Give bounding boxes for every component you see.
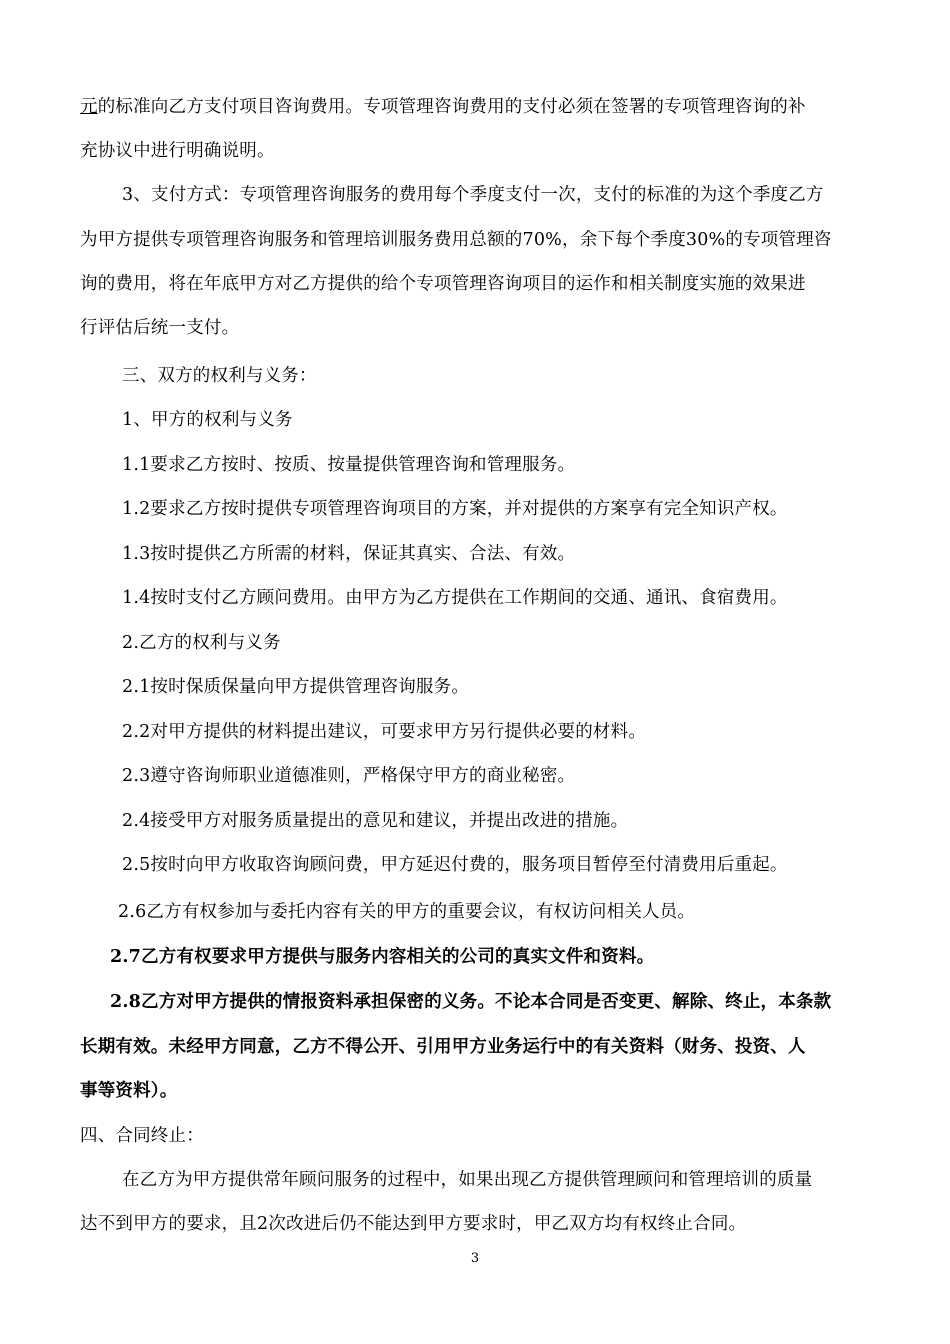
party-b-item: 2.1按时保质保量向甲方提供管理咨询服务。 [122, 677, 470, 697]
item-2-6: 2.6乙方有权参加与委托内容有关的甲方的重要会议，有权访问相关人员。 [118, 902, 696, 922]
payment-method-line-3: 询的费用，将在年底甲方对乙方提供的给个专项管理咨询项目的运作和相关制度实施的效果进 [80, 274, 806, 294]
party-a-heading: 1、甲方的权利与义务 [122, 410, 293, 430]
section-3-heading: 三、双方的权利与义务： [122, 366, 317, 386]
party-b-item: 2.2对甲方提供的材料提出建议，可要求甲方另行提供必要的材料。 [122, 722, 647, 742]
termination-line-2: 达不到甲方的要求，且2次改进后仍不能达到甲方要求时，甲乙双方均有权终止合同。 [80, 1214, 747, 1234]
item-2-8-line-3: 事等资料）。 [80, 1081, 178, 1101]
termination-line-1: 在乙方为甲方提供常年顾问服务的过程中，如果出现乙方提供管理顾问和管理培训的质量 [122, 1170, 813, 1190]
payment-method-line-1: 3、支付方式：专项管理咨询服务的费用每个季度支付一次，支付的标准的为这个季度乙方 [122, 185, 824, 205]
party-a-item: 1.3按时提供乙方所需的材料，保证其真实、合法、有效。 [122, 544, 576, 564]
party-b-item: 2.4接受甲方对服务质量提出的意见和建议，并提出改进的措施。 [122, 811, 629, 831]
party-a-item: 1.1要求乙方按时、按质、按量提供管理咨询和管理服务。 [122, 455, 576, 475]
party-a-item: 1.2要求乙方按时提供专项管理咨询项目的方案，并对提供的方案享有完全知识产权。 [122, 499, 788, 519]
page-number: 3 [470, 1251, 480, 1266]
payment-method-line-2: 为甲方提供专项管理咨询服务和管理培训服务费用总额的70%，余下每个季度30%的专项管理咨 [80, 230, 832, 250]
item-2-7: 2.7乙方有权要求甲方提供与服务内容相关的公司的真实文件和资料。 [110, 947, 655, 967]
party-b-heading: 2.乙方的权利与义务 [122, 633, 281, 653]
fee-standard-line-1 [80, 95, 806, 119]
payment-method-line-4: 行评估后统一支付。 [80, 318, 240, 338]
fee-standard-text: 的标准向乙方支付项目咨询费用。专项管理咨询费用的支付必须在签署的专项管理咨询的补 [97, 97, 806, 117]
item-2-8-line-2: 长期有效。未经甲方同意，乙方不得公开、引用甲方业务运行中的有关资料（财务、投资、人 [80, 1037, 806, 1057]
item-2-8-line-1: 2.8乙方对甲方提供的情报资料承担保密的义务。不论本合同是否变更、解除、终止，本条款 [110, 992, 832, 1012]
party-b-item: 2.5按时向甲方收取咨询顾问费，甲方延迟付费的，服务项目暂停至付清费用后重起。 [122, 855, 788, 875]
party-a-item: 1.4按时支付乙方顾问费用。由甲方为乙方提供在工作期间的交通、通讯、食宿费用。 [122, 588, 788, 608]
section-4-heading: 四、合同终止： [80, 1126, 204, 1146]
party-b-item: 2.3遵守咨询师职业道德准则，严格保守甲方的商业秘密。 [122, 766, 576, 786]
fee-standard-line-2: 充协议中进行明确说明。 [80, 141, 275, 161]
fee-unit-underlined: 元 [80, 97, 98, 117]
